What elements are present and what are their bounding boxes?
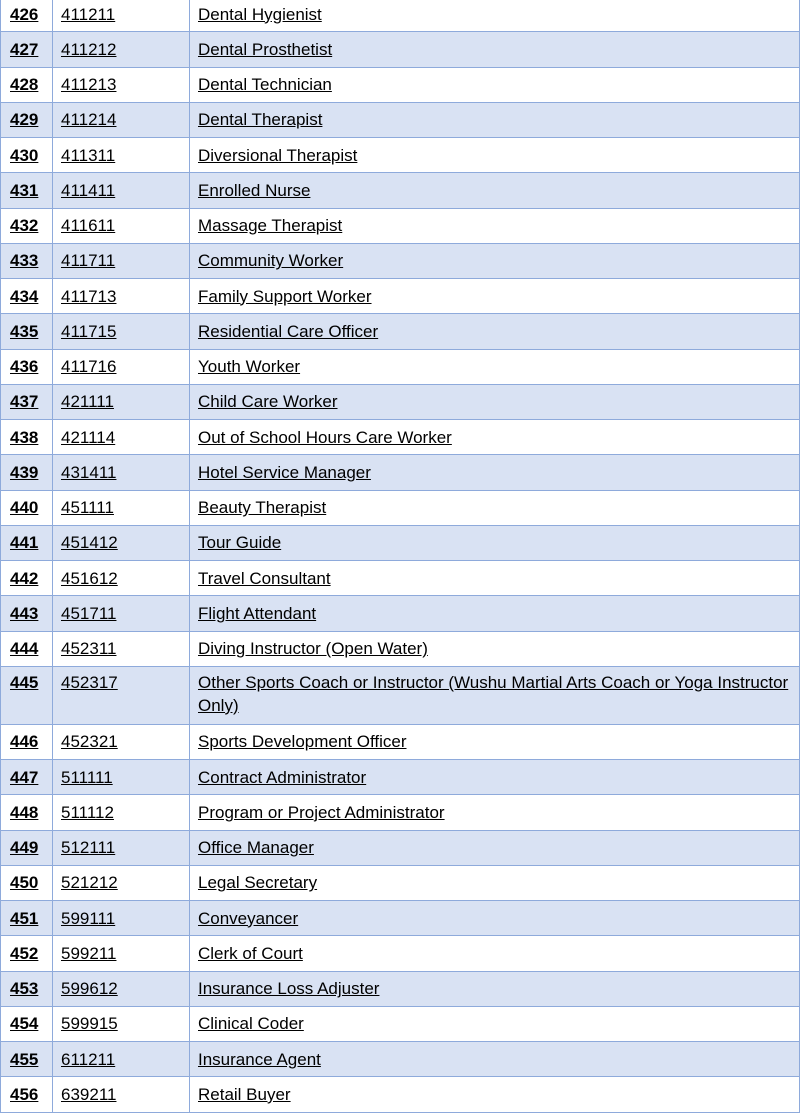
occupation-code: 421114: [53, 420, 190, 455]
occupation-title: Diving Instructor (Open Water): [190, 631, 800, 666]
table-row: [1, 0, 800, 32]
occupation-code: 511112: [53, 795, 190, 830]
table-row: [1, 971, 800, 1006]
row-number: 451: [1, 901, 53, 936]
row-number: 454: [1, 1006, 53, 1041]
occupation-code: 512111: [53, 830, 190, 865]
occupation-title: Hotel Service Manager: [190, 455, 800, 490]
occupation-code: 411711: [53, 243, 190, 278]
row-number: 453: [1, 971, 53, 1006]
occupation-code: 451111: [53, 490, 190, 525]
table-row: [1, 138, 800, 173]
occupation-code: 411716: [53, 349, 190, 384]
occupation-title: Beauty Therapist: [190, 490, 800, 525]
table-row: [1, 490, 800, 525]
row-number: 443: [1, 596, 53, 631]
occupation-title: Flight Attendant: [190, 596, 800, 631]
occupation-code: 599612: [53, 971, 190, 1006]
table-row: [1, 243, 800, 278]
occupation-title: Massage Therapist: [190, 208, 800, 243]
occupation-title: Retail Buyer: [190, 1077, 800, 1112]
row-number: 442: [1, 561, 53, 596]
occupation-code: 411411: [53, 173, 190, 208]
occupation-code: 639211: [53, 1077, 190, 1112]
occupation-code: 599211: [53, 936, 190, 971]
row-number: 450: [1, 865, 53, 900]
occupation-title: Diversional Therapist: [190, 138, 800, 173]
table-row: [1, 455, 800, 490]
row-number: 431: [1, 173, 53, 208]
table-row: [1, 279, 800, 314]
occupation-code: 411212: [53, 32, 190, 67]
row-number: 449: [1, 830, 53, 865]
table-row: [1, 384, 800, 419]
table-row: [1, 631, 800, 666]
occupation-code: 411211: [53, 0, 190, 32]
table-row: [1, 314, 800, 349]
row-number: 429: [1, 102, 53, 137]
table-row: [1, 865, 800, 900]
table-row: [1, 420, 800, 455]
table-row: [1, 760, 800, 795]
occupation-code: 411715: [53, 314, 190, 349]
table-row: [1, 102, 800, 137]
row-number: 440: [1, 490, 53, 525]
occupation-title: Child Care Worker: [190, 384, 800, 419]
occupation-title: Family Support Worker: [190, 279, 800, 314]
row-number: 441: [1, 525, 53, 560]
occupation-code: 431411: [53, 455, 190, 490]
row-number: 455: [1, 1042, 53, 1077]
occupation-code: 511111: [53, 760, 190, 795]
occupation-title: Enrolled Nurse: [190, 173, 800, 208]
row-number: 435: [1, 314, 53, 349]
row-number: 430: [1, 138, 53, 173]
row-number: 447: [1, 760, 53, 795]
occupation-title: Program or Project Administrator: [190, 795, 800, 830]
occupation-title: Other Sports Coach or Instructor (Wushu Martial Arts Coach or Yoga Instructor Only): [190, 666, 800, 724]
occupation-title: Dental Technician: [190, 67, 800, 102]
table-row: [1, 561, 800, 596]
table-row: [1, 936, 800, 971]
table-row: [1, 1006, 800, 1041]
occupation-table-body: [1, 0, 800, 1112]
occupation-title: Tour Guide: [190, 525, 800, 560]
occupation-title: Dental Therapist: [190, 102, 800, 137]
table-row: [1, 795, 800, 830]
occupation-code: 611211: [53, 1042, 190, 1077]
occupation-code: 411311: [53, 138, 190, 173]
row-number: 432: [1, 208, 53, 243]
occupation-code: 411213: [53, 67, 190, 102]
occupation-code: 451412: [53, 525, 190, 560]
row-number: 456: [1, 1077, 53, 1112]
table-row: [1, 173, 800, 208]
occupation-title: Youth Worker: [190, 349, 800, 384]
row-number: 436: [1, 349, 53, 384]
occupation-title: Residential Care Officer: [190, 314, 800, 349]
occupation-code: 451612: [53, 561, 190, 596]
occupation-code: 599915: [53, 1006, 190, 1041]
occupation-title: Sports Development Officer: [190, 724, 800, 759]
row-number: 444: [1, 631, 53, 666]
table-row: [1, 32, 800, 67]
occupation-code: 452317: [53, 666, 190, 724]
row-number: 434: [1, 279, 53, 314]
occupation-title: Insurance Loss Adjuster: [190, 971, 800, 1006]
occupation-code: 411713: [53, 279, 190, 314]
table-row: [1, 724, 800, 759]
occupation-code: 521212: [53, 865, 190, 900]
row-number: 448: [1, 795, 53, 830]
row-number: 428: [1, 67, 53, 102]
row-number: 433: [1, 243, 53, 278]
occupation-title: Legal Secretary: [190, 865, 800, 900]
table-row: [1, 596, 800, 631]
table-row: [1, 666, 800, 724]
table-row: [1, 1077, 800, 1112]
row-number: 437: [1, 384, 53, 419]
occupation-title: Clinical Coder: [190, 1006, 800, 1041]
occupation-code: 421111: [53, 384, 190, 419]
occupation-code: 452311: [53, 631, 190, 666]
occupation-title: Contract Administrator: [190, 760, 800, 795]
occupation-code: 452321: [53, 724, 190, 759]
occupation-code: 411611: [53, 208, 190, 243]
row-number: 427: [1, 32, 53, 67]
table-row: [1, 67, 800, 102]
occupation-title: Dental Hygienist: [190, 0, 800, 32]
table-row: [1, 901, 800, 936]
occupation-title: Office Manager: [190, 830, 800, 865]
row-number: 445: [1, 666, 53, 724]
table-row: [1, 1042, 800, 1077]
row-number: 446: [1, 724, 53, 759]
occupation-title: Out of School Hours Care Worker: [190, 420, 800, 455]
table-row: [1, 830, 800, 865]
occupation-title: Community Worker: [190, 243, 800, 278]
occupation-title: Travel Consultant: [190, 561, 800, 596]
table-row: [1, 208, 800, 243]
row-number: 426: [1, 0, 53, 32]
occupation-code: 411214: [53, 102, 190, 137]
occupation-title: Conveyancer: [190, 901, 800, 936]
row-number: 439: [1, 455, 53, 490]
occupation-title: Insurance Agent: [190, 1042, 800, 1077]
occupation-code: 451711: [53, 596, 190, 631]
occupation-code: 599111: [53, 901, 190, 936]
table-row: [1, 525, 800, 560]
row-number: 438: [1, 420, 53, 455]
occupation-title: Dental Prosthetist: [190, 32, 800, 67]
occupation-title: Clerk of Court: [190, 936, 800, 971]
table-row: [1, 349, 800, 384]
row-number: 452: [1, 936, 53, 971]
